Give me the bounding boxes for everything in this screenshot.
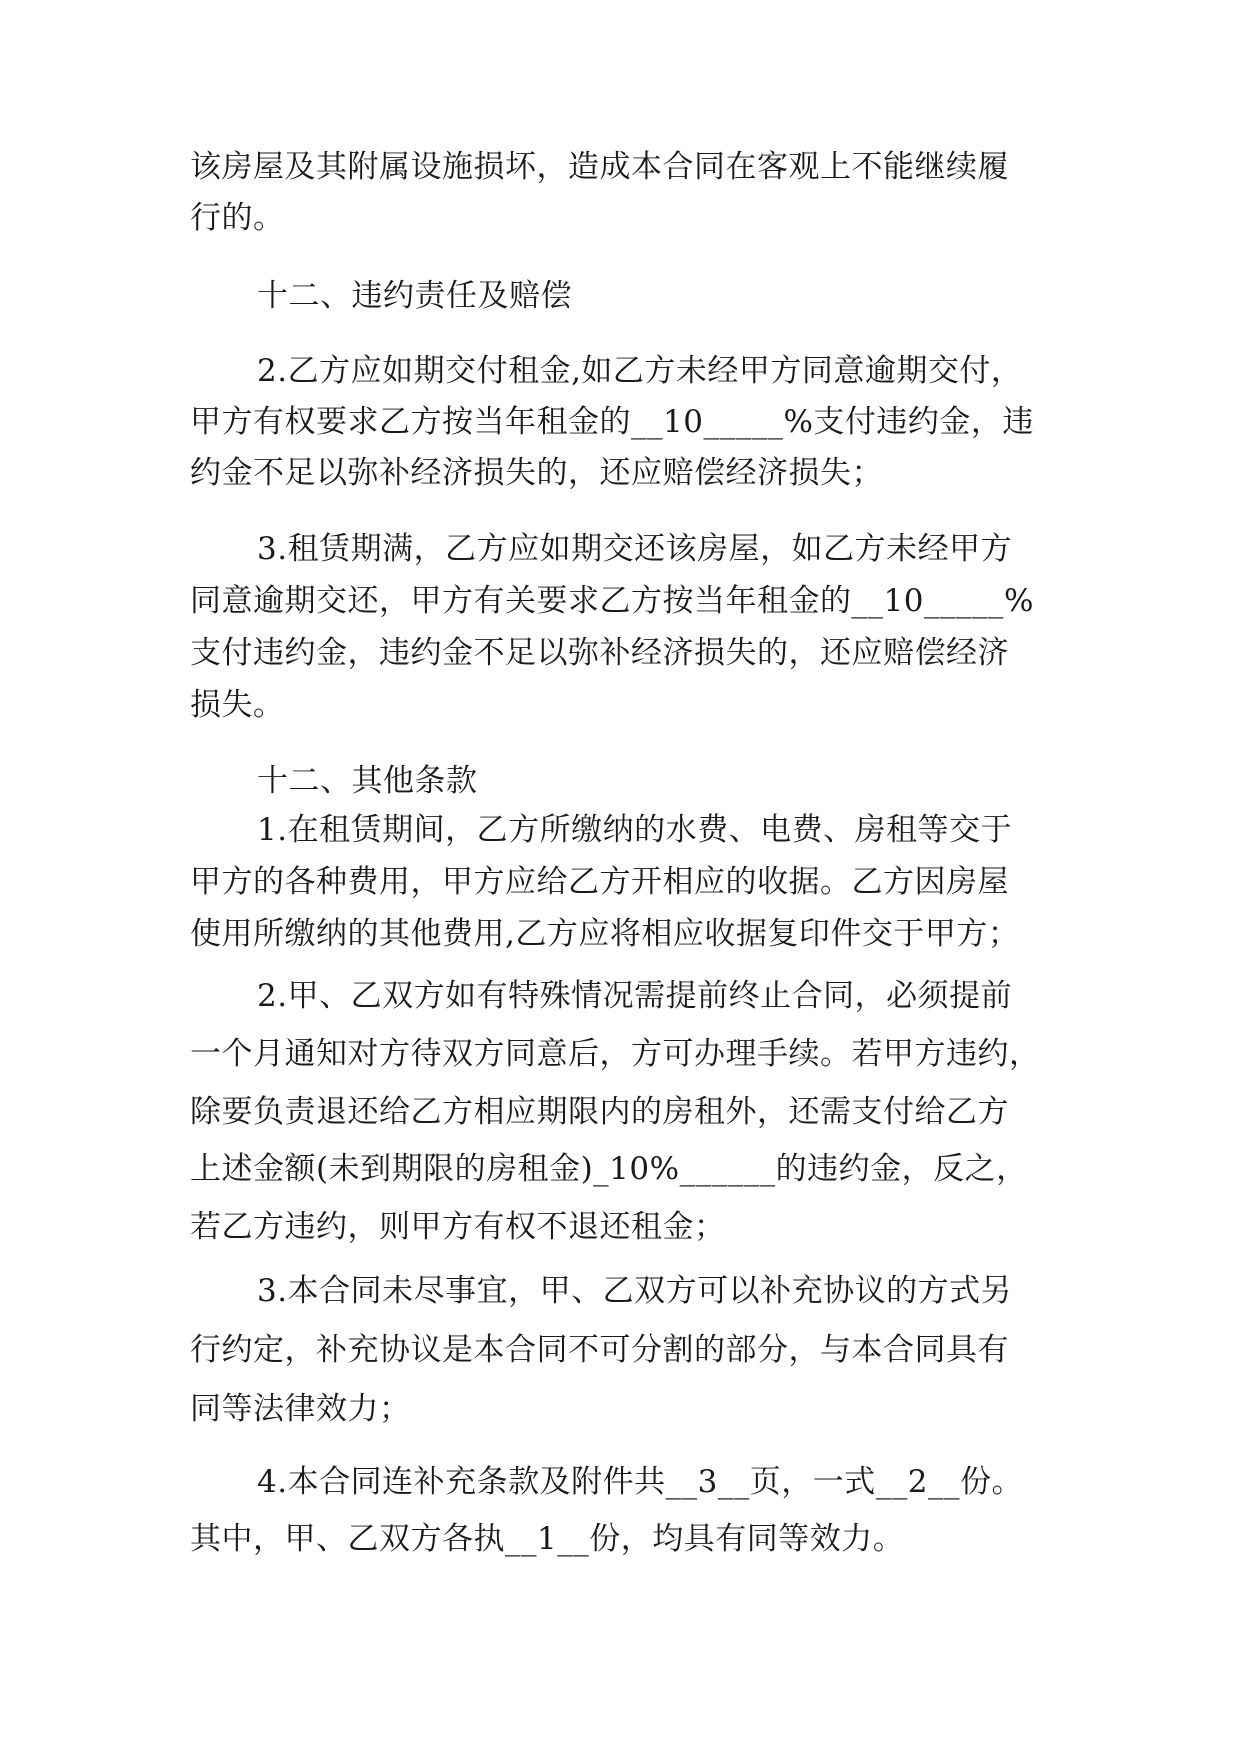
text-line: 支付违约金，违约金不足以弥补经济损失的，还应赔偿经济 [190, 635, 1009, 671]
text-line: 除要负责退还给乙方相应期限内的房租外，还需支付给乙方 [190, 1094, 1009, 1130]
section-heading: 十二、违约责任及赔偿 [257, 278, 572, 314]
text-line: 使用所缴纳的其他费用,乙方应将相应收据复印件交于甲方； [190, 916, 1020, 952]
text-line: 2.甲、乙双方如有特殊情况需提前终止合同，必须提前 [257, 978, 1013, 1014]
text-line: 行约定，补充协议是本合同不可分割的部分，与本合同具有 [190, 1332, 1009, 1368]
text-line: 2.乙方应如期交付租金,如乙方未经甲方同意逾期交付， [257, 353, 1023, 389]
text-line: 该房屋及其附属设施损坏，造成本合同在客观上不能继续履 [190, 149, 1009, 185]
text-line: 行的。 [190, 200, 285, 236]
text-line: 甲方有权要求乙方按当年租金的__10_____%支付违约金，违 [190, 404, 1034, 440]
text-line: 一个月通知对方待双方同意后，方可办理手续。若甲方违约， [190, 1036, 1041, 1072]
text-line: 3.本合同未尽事宜，甲、乙双方可以补充协议的方式另 [257, 1273, 1013, 1309]
text-line: 其中，甲、乙双方各执__1__份，均具有同等效力。 [190, 1521, 905, 1557]
text-line: 约金不足以弥补经济损失的，还应赔偿经济损失； [190, 455, 883, 491]
text-line: 3.租赁期满，乙方应如期交还该房屋，如乙方未经甲方 [257, 531, 1013, 567]
text-line: 损失。 [190, 687, 285, 723]
text-line: 同意逾期交还，甲方有关要求乙方按当年租金的__10_____% [190, 583, 1034, 619]
text-line: 1.在租赁期间，乙方所缴纳的水费、电费、房租等交于 [257, 812, 1013, 848]
section-heading: 十二、其他条款 [257, 763, 478, 799]
text-line: 若乙方违约，则甲方有权不退还租金； [190, 1209, 726, 1245]
text-line: 甲方的各种费用，甲方应给乙方开相应的收据。乙方因房屋 [190, 864, 1009, 900]
text-line: 同等法律效力； [190, 1391, 411, 1427]
text-line: 4.本合同连补充条款及附件共__3__页，一式__2__份。 [257, 1464, 1024, 1500]
text-line: 上述金额(未到期限的房租金)_10%______的违约金，反之， [190, 1151, 1028, 1187]
